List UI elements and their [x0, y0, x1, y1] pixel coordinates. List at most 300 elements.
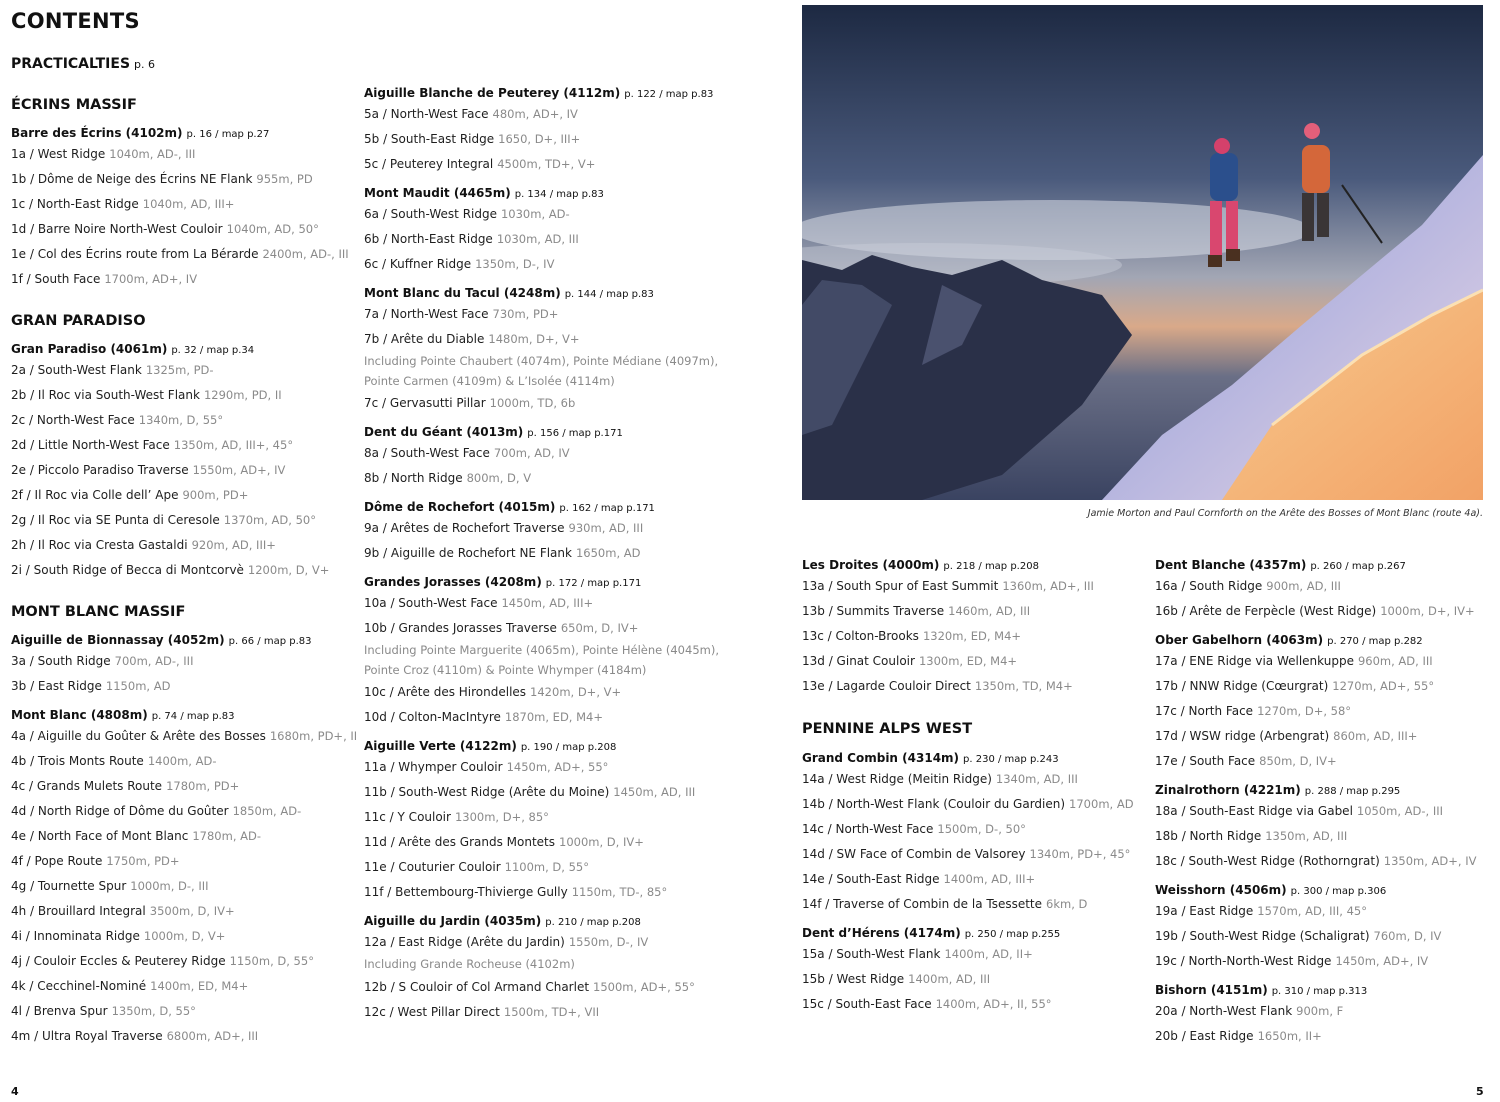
route-name: 11b / South-West Ridge (Arête du Moine) — [364, 785, 610, 799]
route-name: 2f / Il Roc via Colle dell’ Ape — [11, 488, 179, 502]
route-name: 14e / South-East Ridge — [802, 872, 940, 886]
route-grade: 1040m, AD, 50° — [226, 222, 319, 236]
route-item[interactable] — [364, 705, 764, 730]
route-item[interactable] — [802, 624, 1142, 649]
route-name: 6c / Kuffner Ridge — [364, 257, 472, 271]
route-name: 1b / Dôme de Neige des Écrins NE Flank — [11, 172, 253, 186]
route-item[interactable] — [11, 408, 351, 433]
peak-entry — [364, 84, 764, 177]
route-item[interactable] — [11, 949, 351, 974]
route-grade: 480m, AD+, IV — [492, 107, 578, 121]
route-name: 18b / North Ridge — [1155, 829, 1262, 843]
route-item[interactable] — [802, 992, 1142, 1017]
route-grade: 1870m, ED, M4+ — [504, 710, 603, 724]
route-item[interactable] — [802, 967, 1142, 992]
route-grade: 730m, PD+ — [492, 307, 559, 321]
route-grade: 700m, AD, IV — [493, 446, 570, 460]
peak-entry — [364, 573, 764, 730]
route-item[interactable] — [11, 458, 351, 483]
route-name: 1a / West Ridge — [11, 147, 106, 161]
peak-page-ref: p. 310 / map p.313 — [1271, 986, 1368, 997]
route-note: Including Pointe Chaubert (4074m), Pointe Médiane (4097m), — [364, 354, 719, 368]
peak-heading[interactable] — [802, 749, 1142, 767]
route-grade: 1500m, AD+, 55° — [593, 979, 695, 994]
route-item[interactable] — [11, 749, 351, 774]
route-grade: 1000m, TD, 6b — [489, 396, 576, 410]
peak-page-ref: p. 156 / map p.171 — [527, 428, 623, 439]
route-grade: 1040m, AD, III+ — [142, 197, 235, 211]
route-name: 9a / Arêtes de Rochefort Traverse — [364, 521, 565, 535]
route-grade: 1340m, PD+, 45° — [1029, 847, 1131, 861]
route-grade: 1270m, AD+, 55° — [1332, 679, 1435, 693]
route-item[interactable] — [1155, 574, 1495, 599]
route-name: 11a / Whymper Couloir — [364, 760, 503, 774]
route-name: 10d / Colton-MacIntyre — [364, 710, 501, 724]
route-item[interactable] — [364, 616, 764, 641]
route-name: 2h / Il Roc via Cresta Gastaldi — [11, 538, 188, 552]
route-grade: 1780m, AD- — [192, 829, 261, 843]
peak-entry — [11, 706, 358, 1049]
peak-name: Dent d’Hérens (4174m) — [802, 926, 961, 940]
route-item[interactable] — [11, 974, 351, 999]
route-name: 10c / Arête des Hirondelles — [364, 685, 527, 699]
route-item[interactable] — [11, 242, 351, 267]
route-note: Including Pointe Marguerite (4065m), Pointe Hélène (4045m), — [364, 643, 719, 657]
route-name: 4j / Couloir Eccles & Peuterey Ridge — [11, 954, 226, 968]
route-note: Pointe Carmen (4109m) & L’Isolée (4114m) — [364, 373, 615, 388]
route-item[interactable] — [11, 217, 351, 242]
peak-heading[interactable] — [802, 556, 1142, 574]
route-item[interactable] — [11, 167, 351, 192]
page-number-right: 5 — [1476, 1085, 1484, 1098]
peak-entry — [1155, 981, 1495, 1049]
route-grade: 1450m, AD, III — [613, 785, 696, 799]
route-name: 12c / West Pillar Direct — [364, 1004, 500, 1019]
route-name: 8b / North Ridge — [364, 471, 463, 485]
peak-name: Mont Blanc du Tacul (4248m) — [364, 286, 561, 300]
peak-entry — [11, 340, 351, 583]
route-item[interactable] — [364, 880, 764, 905]
route-item[interactable] — [11, 774, 351, 799]
route-name: 14c / North-West Face — [802, 822, 934, 836]
route-item[interactable] — [364, 441, 764, 466]
route-grade: 1325m, PD- — [145, 363, 214, 377]
route-grade: 1050m, AD-, III — [1356, 804, 1444, 818]
route-grade: 1400m, AD, II+ — [944, 947, 1033, 961]
peak-name: Zinalrothorn (4221m) — [1155, 783, 1301, 797]
practicalities-page: p. 6 — [134, 58, 156, 71]
route-grade: 1350m, AD, III+, 45° — [173, 438, 294, 452]
route-name: 14b / North-West Flank (Couloir du Gardien) — [802, 797, 1066, 811]
route-item[interactable] — [802, 792, 1142, 817]
route-name: 5b / South-East Ridge — [364, 132, 495, 146]
route-item[interactable] — [802, 842, 1142, 867]
route-grade: 3500m, D, IV+ — [149, 904, 235, 918]
route-note: Including Grande Rocheuse (4102m) — [364, 957, 575, 971]
route-name: 13c / Colton-Brooks — [802, 629, 919, 643]
peak-page-ref: p. 122 / map p.83 — [624, 89, 714, 100]
route-item[interactable] — [364, 591, 764, 616]
route-name: 18c / South-West Ridge (Rothorngrat) — [1155, 854, 1380, 868]
route-item[interactable] — [11, 558, 351, 583]
peak-page-ref: p. 250 / map p.255 — [964, 929, 1061, 940]
route-grade: 1850m, AD- — [232, 804, 302, 818]
route-item[interactable] — [1155, 799, 1495, 824]
route-item[interactable] — [802, 867, 1142, 892]
peak-heading[interactable] — [1155, 781, 1495, 799]
peak-page-ref: p. 134 / map p.83 — [514, 189, 604, 200]
peak-heading[interactable] — [364, 498, 764, 516]
route-name: 4c / Grands Mulets Route — [11, 779, 163, 793]
route-item[interactable] — [802, 574, 1142, 599]
route-grade: 1300m, D+, 85° — [454, 810, 549, 824]
route-name: 14f / Traverse of Combin de la Tsessette — [802, 897, 1043, 911]
route-item[interactable] — [11, 649, 351, 674]
route-name: 17c / North Face — [1155, 704, 1254, 718]
route-name: 20b / East Ridge — [1155, 1029, 1254, 1043]
route-item[interactable] — [364, 755, 764, 780]
route-item[interactable] — [364, 1000, 764, 1025]
peak-heading[interactable] — [1155, 981, 1495, 999]
route-grade: 1370m, AD, 50° — [223, 513, 316, 527]
route-name: 13d / Ginat Couloir — [802, 654, 915, 668]
route-name: 4b / Trois Monts Route — [11, 754, 144, 768]
route-grade: 1480m, D+, V+ — [488, 332, 580, 346]
route-grade: 1000m, D, V+ — [143, 929, 226, 943]
peak-page-ref: p. 190 / map p.208 — [520, 742, 617, 753]
route-name: 2a / South-West Flank — [11, 363, 142, 377]
route-grade: 930m, AD, III — [568, 521, 644, 535]
peak-heading[interactable] — [364, 737, 764, 755]
peak-heading[interactable] — [11, 124, 351, 142]
route-name: 3a / South Ridge — [11, 654, 111, 668]
practicalities-label: PRACTICALTIES — [11, 56, 131, 72]
route-item[interactable] — [802, 767, 1142, 792]
peak-heading[interactable] — [364, 184, 764, 202]
page-title: CONTENTS — [11, 9, 140, 33]
route-name: 17a / ENE Ridge via Wellenkuppe — [1155, 654, 1354, 668]
route-name: 6b / North-East Ridge — [364, 232, 493, 246]
route-grade: 1650m, AD — [575, 546, 641, 560]
route-grade: 900m, F — [1296, 1004, 1344, 1018]
route-name: 2d / Little North-West Face — [11, 438, 170, 452]
route-name: 7c / Gervasutti Pillar — [364, 396, 486, 410]
route-name: 9b / Aiguille de Rochefort NE Flank — [364, 546, 572, 560]
route-item[interactable] — [1155, 849, 1495, 874]
route-grade: 860m, AD, III+ — [1333, 729, 1418, 743]
route-grade: 6800m, AD+, III — [166, 1029, 259, 1043]
route-grade: 1570m, AD, III, 45° — [1257, 904, 1367, 918]
route-item[interactable] — [364, 930, 764, 955]
route-grade: 1150m, TD-, 85° — [571, 885, 668, 899]
peak-heading[interactable] — [364, 573, 764, 591]
route-name: 8a / South-West Face — [364, 446, 490, 460]
route-grade: 650m, D, IV+ — [560, 621, 639, 635]
route-item[interactable] — [364, 202, 764, 227]
route-grade: 1350m, TD, M4+ — [974, 679, 1073, 693]
route-grade: 900m, PD+ — [182, 488, 249, 502]
route-name: 20a / North-West Flank — [1155, 1004, 1293, 1018]
route-item[interactable] — [802, 649, 1142, 674]
route-item[interactable] — [802, 892, 1142, 917]
peak-heading[interactable] — [11, 631, 351, 649]
route-item[interactable] — [11, 192, 351, 217]
route-item[interactable] — [364, 680, 764, 705]
route-item[interactable] — [1155, 999, 1495, 1024]
route-name: 12a / East Ridge (Arête du Jardin) — [364, 935, 565, 949]
route-grade: 850m, D, IV+ — [1259, 754, 1337, 768]
route-grade: 1400m, AD, III+ — [943, 872, 1036, 886]
peak-name: Mont Blanc (4808m) — [11, 708, 148, 722]
peak-page-ref: p. 162 / map p.171 — [559, 503, 655, 514]
section-heading: ÉCRINS MASSIF — [11, 97, 137, 113]
route-item[interactable] — [1155, 674, 1495, 699]
route-name: 18a / South-East Ridge via Gabel — [1155, 804, 1353, 818]
practicalities-entry[interactable] — [11, 52, 351, 76]
contents-column-3 — [802, 556, 1142, 1017]
route-item[interactable] — [364, 302, 764, 327]
route-item[interactable] — [364, 227, 764, 252]
route-item[interactable] — [11, 799, 351, 824]
route-grade: 1290m, PD, II — [203, 388, 282, 402]
route-grade: 1000m, D+, IV+ — [1380, 604, 1475, 618]
route-item[interactable] — [802, 599, 1142, 624]
peak-name: Bishorn (4151m) — [1155, 983, 1268, 997]
route-item[interactable] — [11, 1024, 351, 1049]
route-name: 2b / Il Roc via South-West Flank — [11, 388, 200, 402]
peak-heading[interactable] — [364, 84, 764, 102]
route-item[interactable] — [364, 975, 764, 1000]
route-item[interactable] — [802, 942, 1142, 967]
route-grade: 1320m, ED, M4+ — [922, 629, 1022, 643]
peak-heading[interactable] — [364, 423, 764, 441]
route-item[interactable] — [364, 152, 764, 177]
route-item[interactable] — [11, 533, 351, 558]
route-name: 19b / South-West Ridge (Schaligrat) — [1155, 929, 1370, 943]
peak-entry — [1155, 631, 1495, 774]
route-name: 2e / Piccolo Paradiso Traverse — [11, 463, 189, 477]
route-name: 1c / North-East Ridge — [11, 197, 139, 211]
route-grade: 1450m, AD, III+ — [501, 596, 594, 610]
route-name: 16b / Arête de Ferpècle (West Ridge) — [1155, 604, 1377, 618]
peak-name: Dôme de Rochefort (4015m) — [364, 500, 556, 514]
route-note: Pointe Croz (4110m) & Pointe Whymper (4184m) — [364, 662, 647, 677]
route-grade: 1500m, D-, 50° — [937, 822, 1026, 836]
route-grade: 1420m, D+, V+ — [530, 685, 622, 699]
route-item[interactable] — [1155, 724, 1495, 749]
route-item[interactable] — [802, 674, 1142, 699]
route-item[interactable] — [11, 508, 351, 533]
route-name: 15c / South-East Face — [802, 997, 932, 1011]
peak-entry — [11, 124, 351, 292]
route-grade: 1400m, AD- — [147, 754, 217, 768]
route-name: 19a / East Ridge — [1155, 904, 1254, 918]
route-item[interactable] — [1155, 949, 1495, 974]
route-item[interactable] — [11, 849, 351, 874]
route-item[interactable] — [11, 674, 351, 699]
route-name: 11f / Bettembourg-Thivierge Gully — [364, 885, 568, 899]
route-grade: 1700m, AD — [1069, 797, 1134, 811]
route-grade: 1000m, D, IV+ — [559, 835, 644, 849]
route-name: 7b / Arête du Diable — [364, 332, 485, 346]
peak-heading[interactable] — [364, 284, 764, 302]
route-grade: 800m, D, V — [466, 471, 532, 485]
route-item[interactable] — [364, 541, 764, 566]
route-item[interactable] — [802, 817, 1142, 842]
peak-page-ref: p. 270 / map p.282 — [1327, 636, 1423, 647]
route-item[interactable] — [11, 924, 351, 949]
route-name: 4h / Brouillard Integral — [11, 904, 146, 918]
section-heading: PENNINE ALPS WEST — [802, 721, 973, 737]
peak-page-ref: p. 74 / map p.83 — [151, 711, 235, 722]
peak-page-ref: p. 144 / map p.83 — [564, 289, 654, 300]
route-item[interactable] — [364, 127, 764, 152]
peak-page-ref: p. 16 / map p.27 — [186, 129, 270, 140]
route-grade: 1550m, D-, IV — [568, 935, 649, 949]
route-grade: 1270m, D+, 58° — [1257, 704, 1352, 718]
route-name: 2c / North-West Face — [11, 413, 135, 427]
peak-name: Ober Gabelhorn (4063m) — [1155, 633, 1324, 647]
peak-entry — [364, 498, 764, 566]
route-grade: 1550m, AD+, IV — [192, 463, 286, 477]
route-grade: 1000m, D-, III — [130, 879, 209, 893]
route-grade: 1450m, AD+, IV — [1335, 954, 1429, 968]
route-name: 15b / West Ridge — [802, 972, 905, 986]
route-item[interactable] — [11, 483, 351, 508]
route-grade: 1400m, AD, III — [908, 972, 991, 986]
route-item[interactable] — [364, 327, 764, 352]
route-item[interactable] — [364, 466, 764, 491]
peak-entry — [364, 912, 764, 1025]
route-item[interactable] — [1155, 924, 1495, 949]
peak-name: Les Droites (4000m) — [802, 558, 940, 572]
peak-name: Aiguille du Jardin (4035m) — [364, 914, 542, 928]
route-name: 15a / South-West Flank — [802, 947, 941, 961]
route-name: 2g / Il Roc via SE Punta di Ceresole — [11, 513, 220, 527]
peak-heading[interactable] — [364, 912, 764, 930]
peak-heading[interactable] — [802, 924, 1142, 942]
route-name: 11c / Y Couloir — [364, 810, 451, 824]
route-grade: 1500m, TD+, VII — [503, 1004, 600, 1019]
route-grade: 1400m, AD+, II, 55° — [935, 997, 1052, 1011]
peak-name: Aiguille de Bionnassay (4052m) — [11, 633, 225, 647]
route-grade: 1350m, AD, III — [1265, 829, 1348, 843]
peak-heading[interactable] — [1155, 556, 1495, 574]
route-grade: 2400m, AD-, III — [262, 247, 349, 261]
peak-heading[interactable] — [1155, 631, 1495, 649]
route-item[interactable] — [364, 855, 764, 880]
route-name: 13e / Lagarde Couloir Direct — [802, 679, 971, 693]
route-item[interactable] — [11, 999, 351, 1024]
route-item[interactable] — [364, 391, 764, 416]
peak-heading[interactable] — [1155, 881, 1495, 899]
route-item[interactable] — [364, 102, 764, 127]
route-grade: 1030m, AD, III — [496, 232, 579, 246]
peak-name: Grand Combin (4314m) — [802, 751, 960, 765]
route-name: 5c / Peuterey Integral — [364, 157, 494, 171]
route-item[interactable] — [11, 824, 351, 849]
route-item[interactable] — [364, 805, 764, 830]
peak-page-ref: p. 230 / map p.243 — [963, 754, 1059, 765]
route-item[interactable] — [11, 874, 351, 899]
peak-name: Gran Paradiso (4061m) — [11, 342, 168, 356]
route-grade: 700m, AD-, III — [114, 654, 194, 668]
route-item[interactable] — [364, 830, 764, 855]
route-item[interactable] — [1155, 749, 1495, 774]
route-grade: 1200m, D, V+ — [247, 563, 330, 577]
route-grade: 920m, AD, III+ — [191, 538, 276, 552]
route-grade: 1150m, D, 55° — [229, 954, 314, 968]
peak-entry — [1155, 556, 1495, 624]
peak-name: Weisshorn (4506m) — [1155, 883, 1287, 897]
route-grade: 4500m, TD+, V+ — [497, 157, 596, 171]
route-name: 1f / South Face — [11, 272, 101, 286]
route-item[interactable] — [1155, 1024, 1495, 1049]
route-name: 4g / Tournette Spur — [11, 879, 127, 893]
route-item[interactable] — [1155, 824, 1495, 849]
route-grade: 1360m, AD+, III — [1002, 579, 1094, 593]
route-item[interactable] — [11, 383, 351, 408]
peak-heading[interactable] — [11, 706, 351, 724]
route-item[interactable] — [1155, 599, 1495, 624]
route-item[interactable] — [11, 358, 351, 383]
route-name: 11d / Arête des Grands Montets — [364, 835, 556, 849]
route-name: 4m / Ultra Royal Traverse — [11, 1029, 163, 1043]
route-item[interactable] — [11, 899, 351, 924]
route-item[interactable] — [1155, 899, 1495, 924]
peak-entry — [364, 184, 764, 277]
contents-column-1 — [11, 6, 358, 1049]
route-name: 4e / North Face of Mont Blanc — [11, 829, 189, 843]
peak-page-ref: p. 260 / map p.267 — [1310, 561, 1406, 572]
route-item[interactable] — [11, 267, 351, 292]
route-item[interactable] — [364, 252, 764, 277]
route-item[interactable] — [1155, 699, 1495, 724]
peak-page-ref: p. 300 / map p.306 — [1290, 886, 1387, 897]
peak-entry — [802, 749, 1142, 917]
route-grade: 1340m, D, 55° — [138, 413, 224, 427]
peak-name: Mont Maudit (4465m) — [364, 186, 511, 200]
route-name: 4l / Brenva Spur — [11, 1004, 108, 1018]
climbers-photo — [802, 5, 1483, 500]
route-grade: 1650m, II+ — [1257, 1029, 1322, 1043]
route-grade: 955m, PD — [256, 172, 313, 186]
peak-page-ref: p. 218 / map p.208 — [943, 561, 1039, 572]
route-item[interactable] — [364, 780, 764, 805]
peak-page-ref: p. 288 / map p.295 — [1304, 786, 1401, 797]
route-item[interactable] — [11, 433, 351, 458]
route-item[interactable] — [11, 724, 358, 749]
peak-heading[interactable] — [11, 340, 351, 358]
route-name: 14d / SW Face of Combin de Valsorey — [802, 847, 1026, 861]
route-name: 6a / South-West Ridge — [364, 207, 497, 221]
peak-name: Barre des Écrins (4102m) — [11, 126, 183, 140]
peak-page-ref: p. 172 / map p.171 — [545, 578, 642, 589]
route-name: 4d / North Ridge of Dôme du Goûter — [11, 804, 229, 818]
route-item[interactable] — [1155, 649, 1495, 674]
route-name: 10b / Grandes Jorasses Traverse — [364, 621, 557, 635]
route-item[interactable] — [11, 142, 351, 167]
peak-entry — [364, 284, 764, 416]
peak-entry — [1155, 881, 1495, 974]
route-grade: 1450m, AD+, 55° — [506, 760, 609, 774]
route-item[interactable] — [364, 516, 764, 541]
route-grade: 1780m, PD+ — [166, 779, 240, 793]
route-name: 12b / S Couloir of Col Armand Charlet — [364, 979, 590, 994]
route-name: 13b / Summits Traverse — [802, 604, 945, 618]
section-heading: MONT BLANC MASSIF — [11, 604, 186, 620]
route-name: 10a / South-West Face — [364, 596, 498, 610]
